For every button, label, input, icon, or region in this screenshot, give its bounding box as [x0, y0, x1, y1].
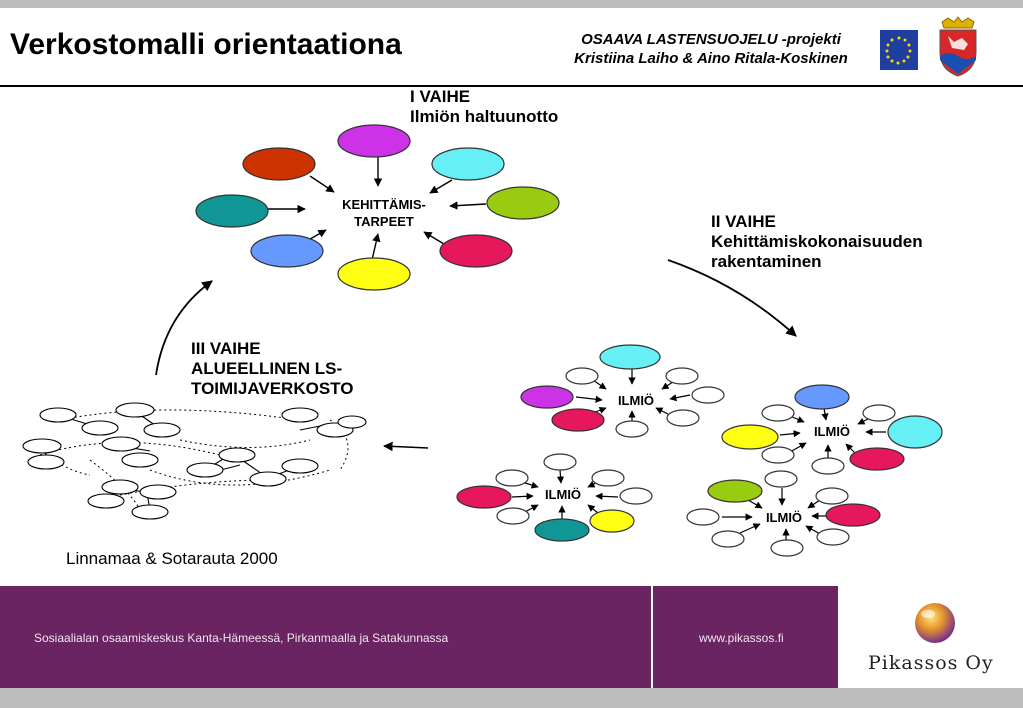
node-magenta — [338, 125, 410, 157]
ilmio-label-1: ILMIÖ — [617, 393, 655, 408]
node-teal — [196, 195, 268, 227]
page-title: Verkostomalli orientaationa — [10, 28, 402, 61]
footer-separator — [651, 586, 653, 688]
center-label-line2: TARPEET — [354, 214, 414, 229]
arrow-lime — [450, 204, 486, 206]
center-label-line1: KEHITTÄMIS- — [342, 197, 426, 212]
ilmio-cluster-4 — [687, 471, 880, 556]
ilmio-label-2: ILMIÖ — [813, 424, 851, 439]
phase1-subtitle: Ilmiön haltuunotto — [410, 107, 559, 126]
phase1-title: I VAIHE — [410, 87, 471, 106]
pikassos-orb-icon — [910, 600, 960, 646]
ilmio-cluster-2 — [722, 385, 942, 474]
company-name: Pikassos Oy — [868, 652, 994, 674]
phase3-line1: III VAIHE — [191, 339, 261, 358]
node-yellow — [338, 258, 410, 290]
arrow-pink — [424, 232, 444, 244]
ilmio-label-3: ILMIÖ — [544, 487, 582, 502]
phase2-title: II VAIHE — [711, 212, 776, 231]
phase3-arrow — [156, 281, 212, 375]
phase1-cluster — [196, 125, 559, 290]
phase2-arrow — [668, 260, 796, 336]
arrow-cyan — [430, 180, 452, 193]
node-pink — [440, 235, 512, 267]
regional-network — [23, 403, 366, 519]
phase2-line2: rakentaminen — [711, 252, 822, 271]
footer-url-link[interactable]: www.pikassos.fi — [699, 631, 784, 645]
footer-organization-text: Sosiaalialan osaamiskeskus Kanta-Hämeessä, Pirkanmaalla ja Satakunnassa — [34, 631, 449, 645]
ilmio-cluster-3 — [457, 454, 652, 541]
ilmio-label-4: ILMIÖ — [765, 510, 803, 525]
project-authors: Kristiina Laiho & Aino Ritala-Koskinen — [574, 50, 848, 67]
project-name: OSAAVA LASTENSUOJELU -projekti — [581, 31, 841, 48]
return-arrow — [384, 446, 428, 448]
arrow-darkred — [310, 176, 334, 192]
phase3-line3: TOIMIJAVERKOSTO — [191, 379, 354, 398]
phase3-line2: ALUEELLINEN LS- — [191, 359, 343, 378]
bottom-bar — [0, 688, 1023, 708]
node-lime — [487, 187, 559, 219]
node-darkred — [243, 148, 315, 180]
phase2-line1: Kehittämiskokonaisuuden — [711, 232, 923, 251]
source-credit: Linnamaa & Sotarauta 2000 — [66, 549, 278, 568]
node-blue — [251, 235, 323, 267]
arrow-yellow — [372, 234, 378, 260]
ilmio-cluster-1 — [521, 345, 724, 437]
node-cyan — [432, 148, 504, 180]
